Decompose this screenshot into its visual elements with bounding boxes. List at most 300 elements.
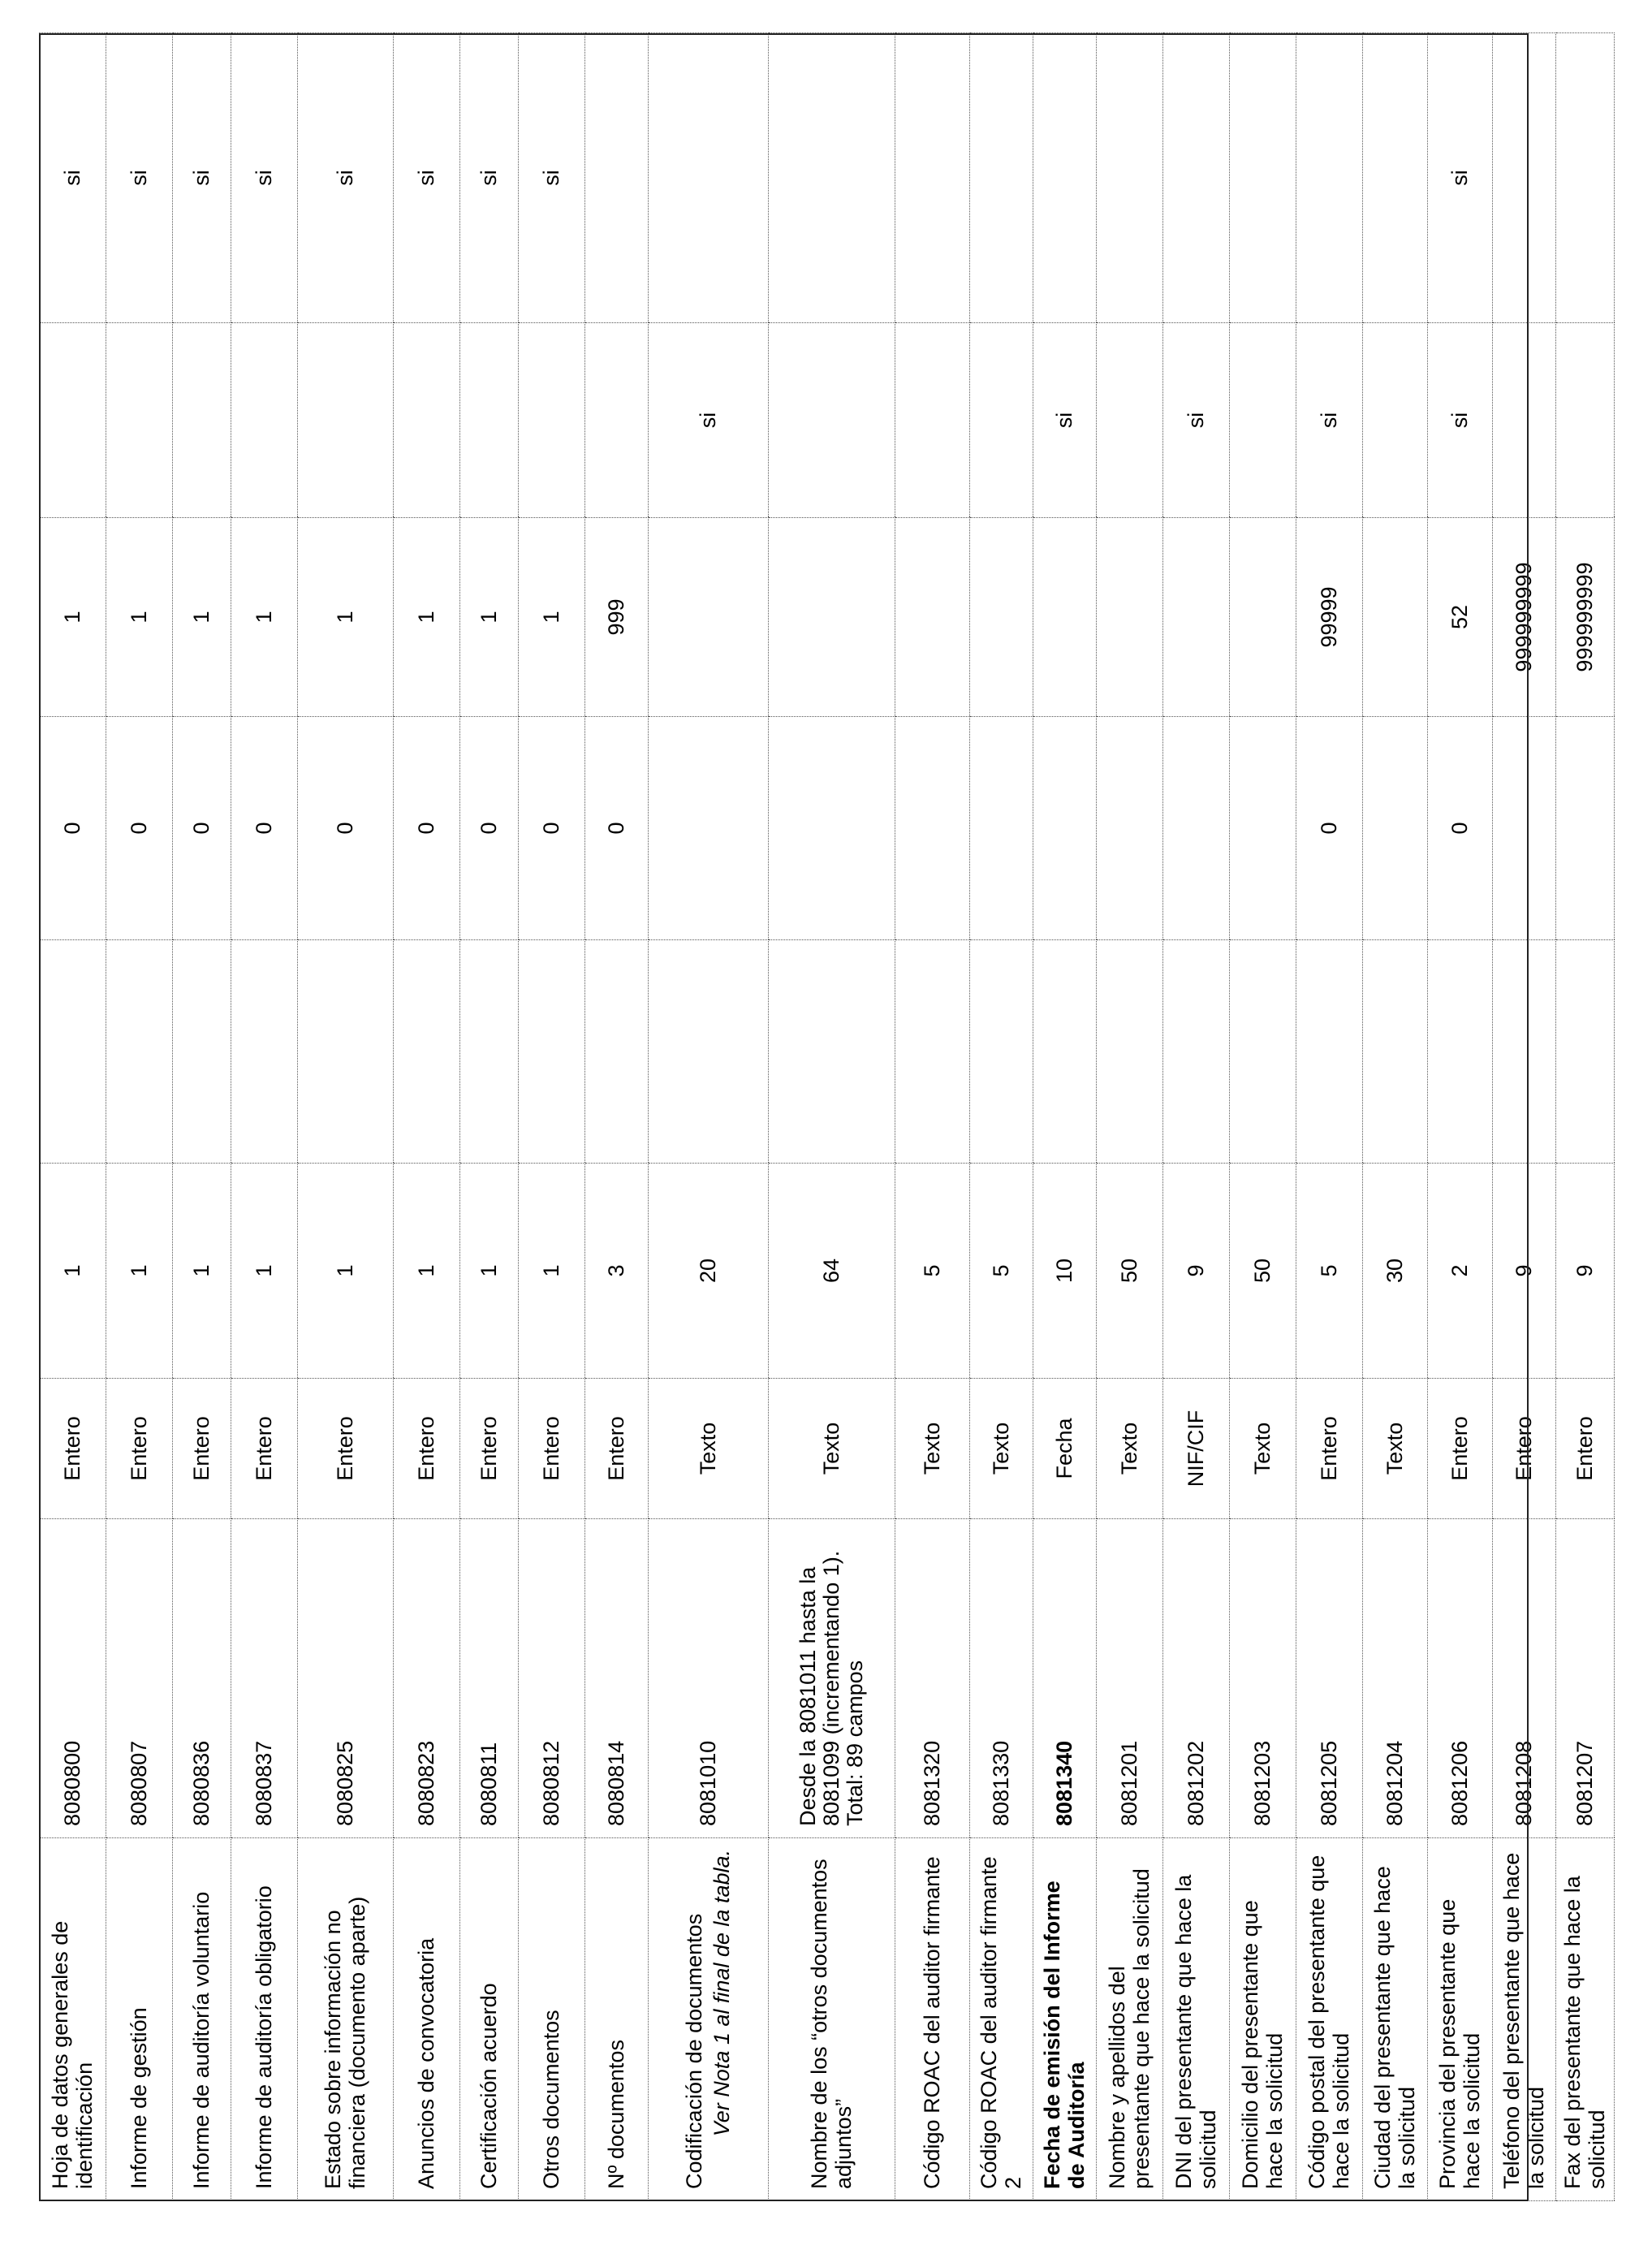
field-max-cell [970, 518, 1033, 717]
field-code-text: 8081010 [695, 1740, 720, 1826]
field-type-text: Texto [1249, 1422, 1275, 1475]
field-name-cell [1230, 1838, 1296, 2201]
empty-cell [460, 940, 519, 1164]
field-required-cell [298, 323, 394, 518]
field-required-cell [895, 323, 970, 518]
field-validated-text: si [332, 170, 357, 186]
table-row [585, 33, 649, 2201]
field-type-cell [769, 1379, 895, 1519]
field-name-text: Código ROAC del auditor firmante 2 [977, 1856, 1025, 2189]
field-type-text: Entero [1572, 1416, 1597, 1481]
field-min-cell [40, 717, 106, 940]
field-required-cell [1363, 323, 1428, 518]
field-length-cell [1493, 1164, 1556, 1379]
field-max-text: 1 [476, 611, 501, 624]
field-type-cell [649, 1379, 769, 1519]
field-max-cell [40, 518, 106, 717]
field-min-cell [173, 717, 231, 940]
field-length-cell [1230, 1164, 1296, 1379]
field-name-cell [1033, 1838, 1097, 2201]
field-name-cell [1296, 1838, 1363, 2201]
field-max-cell [585, 518, 649, 717]
field-code-text: 8080814 [603, 1740, 628, 1826]
field-max-text: 1 [188, 611, 214, 624]
field-min-cell [585, 717, 649, 940]
table-row [1033, 33, 1097, 2201]
field-type-cell [1428, 1379, 1493, 1519]
empty-cell [585, 940, 649, 1164]
field-type-cell [1296, 1379, 1363, 1519]
field-validated-cell [970, 33, 1033, 323]
field-length-cell [769, 1164, 895, 1379]
field-type-text: Texto [919, 1422, 944, 1475]
field-name-cell [1363, 1838, 1428, 2201]
field-name-text: Código postal del presentante que hace la solicitud [1305, 1855, 1353, 2189]
field-name-cell [1097, 1838, 1163, 2201]
field-name-text: Certificación acuerdo [476, 1983, 501, 2189]
field-code-text: 8080811 [476, 1742, 501, 1826]
table-row [519, 33, 585, 2201]
field-name-text: Domicilio del presentante que hace la solicitud [1238, 1900, 1287, 2189]
field-code-text: 8081204 [1382, 1740, 1407, 1826]
empty-cell [298, 940, 394, 1164]
field-required-cell [1493, 323, 1556, 518]
field-length-text: 1 [188, 1264, 214, 1277]
field-min-cell [519, 717, 585, 940]
field-validated-text: si [413, 170, 438, 186]
field-name-cell [40, 1838, 106, 2201]
field-code-text: Desde la 8081011 hasta la 8081099 (incrementando 1). Total: 89 campos [795, 1550, 868, 1826]
field-max-cell [1033, 518, 1097, 717]
field-name-cell [1428, 1838, 1493, 2201]
field-name-cell [298, 1838, 394, 2201]
field-code-text: 8081201 [1116, 1740, 1141, 1826]
field-length-cell [1556, 1164, 1615, 1379]
field-required-cell [1230, 323, 1296, 518]
field-length-text: 1 [251, 1264, 276, 1277]
field-validated-cell [519, 33, 585, 323]
field-validated-cell [1163, 33, 1230, 323]
field-code-cell [1493, 1519, 1556, 1838]
field-length-text: 20 [695, 1258, 720, 1284]
field-type-cell [40, 1379, 106, 1519]
field-min-text: 0 [126, 822, 151, 835]
field-validated-cell [585, 33, 649, 323]
field-length-cell [394, 1164, 460, 1379]
empty-cell [1428, 940, 1493, 1164]
field-validated-cell [1493, 33, 1556, 323]
field-name-cell [769, 1838, 895, 2201]
empty-cell [1033, 940, 1097, 1164]
field-required-cell [1428, 323, 1493, 518]
field-max-cell [298, 518, 394, 717]
field-code-text: 8081205 [1316, 1740, 1341, 1826]
field-type-text: NIF/CIF [1183, 1410, 1208, 1488]
empty-cell [1097, 940, 1163, 1164]
field-required-cell [1556, 323, 1615, 518]
field-type-cell [1097, 1379, 1163, 1519]
field-max-cell [173, 518, 231, 717]
field-code-cell [519, 1519, 585, 1838]
field-name-cell [649, 1838, 769, 2201]
field-length-cell [106, 1164, 173, 1379]
empty-cell [769, 940, 895, 1164]
field-validated-cell [1556, 33, 1615, 323]
field-validated-cell [231, 33, 298, 323]
table-row [1296, 33, 1363, 2201]
field-code-text: 8081206 [1447, 1740, 1472, 1826]
field-max-cell [394, 518, 460, 717]
table-row [173, 33, 231, 2201]
field-required-cell [519, 323, 585, 518]
field-length-cell [649, 1164, 769, 1379]
table-row [40, 33, 106, 2201]
field-max-cell [1493, 518, 1556, 717]
field-type-cell [1163, 1379, 1230, 1519]
field-min-text: 0 [59, 822, 84, 835]
field-length-text: 5 [988, 1264, 1013, 1277]
field-min-cell [394, 717, 460, 940]
field-type-text: Entero [1511, 1416, 1536, 1481]
field-required-cell [40, 323, 106, 518]
field-code-cell [1163, 1519, 1230, 1838]
field-length-text: 3 [603, 1264, 628, 1277]
field-length-text: 1 [59, 1264, 84, 1277]
field-type-text: Fecha [1051, 1418, 1076, 1479]
field-min-cell [970, 717, 1033, 940]
field-required-cell [1296, 323, 1363, 518]
field-min-cell [1556, 717, 1615, 940]
field-type-text: Entero [476, 1416, 501, 1481]
field-code-text: 8080836 [188, 1740, 214, 1826]
field-max-cell [649, 518, 769, 717]
field-required-text: si [1183, 412, 1208, 429]
field-type-text: Entero [59, 1416, 84, 1481]
field-validated-text: si [476, 170, 501, 186]
field-type-text: Entero [413, 1416, 438, 1481]
field-type-text: Texto [988, 1422, 1013, 1475]
table-row [1556, 33, 1615, 2201]
field-length-cell [1033, 1164, 1097, 1379]
field-name-cell [394, 1838, 460, 2201]
field-min-cell [1033, 717, 1097, 940]
field-code-text: 8080837 [251, 1740, 276, 1826]
field-length-text: 1 [538, 1264, 563, 1277]
field-validated-cell [1428, 33, 1493, 323]
field-required-cell [1033, 323, 1097, 518]
field-validated-cell [106, 33, 173, 323]
field-max-cell [1163, 518, 1230, 717]
field-validated-cell [769, 33, 895, 323]
field-length-cell [1296, 1164, 1363, 1379]
field-length-text: 5 [919, 1264, 944, 1277]
field-min-cell [1230, 717, 1296, 940]
empty-cell [1163, 940, 1230, 1164]
table-row [1363, 33, 1428, 2201]
field-length-cell [1363, 1164, 1428, 1379]
field-length-text: 64 [818, 1258, 843, 1284]
field-max-text: 1 [413, 611, 438, 624]
field-min-cell [1163, 717, 1230, 940]
table-row [1493, 33, 1556, 2201]
field-length-cell [231, 1164, 298, 1379]
field-length-text: 2 [1447, 1264, 1472, 1277]
field-required-cell [231, 323, 298, 518]
field-type-cell [1230, 1379, 1296, 1519]
field-name-text: DNI del presentante que hace la solicitud [1171, 1874, 1220, 2189]
field-name-cell [460, 1838, 519, 2201]
field-name-cell [1493, 1838, 1556, 2201]
field-min-cell [1296, 717, 1363, 940]
field-name-text: Informe de auditoría obligatorio [251, 1885, 276, 2189]
field-name-cell [895, 1838, 970, 2201]
field-code-cell [173, 1519, 231, 1838]
field-length-text: 9 [1572, 1264, 1597, 1277]
field-required-cell [394, 323, 460, 518]
field-min-cell [460, 717, 519, 940]
field-code-cell [649, 1519, 769, 1838]
field-validated-cell [1033, 33, 1097, 323]
field-code-text: 8081320 [919, 1740, 944, 1826]
field-required-text: si [1447, 412, 1472, 429]
field-required-cell [1163, 323, 1230, 518]
field-min-text: 0 [413, 822, 438, 835]
field-validated-cell [40, 33, 106, 323]
table-row [460, 33, 519, 2201]
field-min-cell [649, 717, 769, 940]
field-validated-text: si [251, 170, 276, 186]
field-length-cell [1428, 1164, 1493, 1379]
field-code-cell [1363, 1519, 1428, 1838]
field-length-text: 50 [1249, 1258, 1275, 1284]
empty-cell [1363, 940, 1428, 1164]
field-name-cell [1163, 1838, 1230, 2201]
empty-cell [970, 940, 1033, 1164]
field-code-cell [1428, 1519, 1493, 1838]
field-name-text: Fax del presentante que hace la solicitud [1560, 1876, 1609, 2189]
field-max-text: 1 [332, 611, 357, 624]
field-type-cell [106, 1379, 173, 1519]
field-min-cell [895, 717, 970, 940]
field-max-text: 1 [126, 611, 151, 624]
field-length-text: 9 [1183, 1264, 1208, 1277]
empty-cell [1296, 940, 1363, 1164]
field-validated-text: si [59, 170, 84, 186]
field-name-text: Otros documentos [538, 2010, 563, 2189]
field-code-cell [394, 1519, 460, 1838]
field-code-cell [106, 1519, 173, 1838]
field-min-cell [1363, 717, 1428, 940]
field-min-text: 0 [1447, 822, 1472, 835]
field-code-cell [1033, 1519, 1097, 1838]
field-type-cell [460, 1379, 519, 1519]
field-required-text: si [1316, 412, 1341, 429]
field-name-text: Provincia del presentante que hace la solicitud [1435, 1898, 1484, 2189]
field-min-cell [106, 717, 173, 940]
field-max-text: 52 [1447, 604, 1472, 630]
field-length-text: 10 [1051, 1258, 1076, 1284]
field-min-text: 0 [603, 822, 628, 835]
field-length-cell [298, 1164, 394, 1379]
field-max-text: 999999999 [1511, 562, 1536, 672]
field-code-cell [1556, 1519, 1615, 1838]
field-code-text: 8081207 [1572, 1740, 1597, 1826]
field-min-cell [231, 717, 298, 940]
field-code-cell [1230, 1519, 1296, 1838]
field-length-text: 1 [332, 1264, 357, 1277]
field-required-cell [1097, 323, 1163, 518]
empty-cell [519, 940, 585, 1164]
field-length-text: 30 [1382, 1258, 1407, 1284]
field-validated-text: si [1447, 170, 1472, 186]
empty-cell [1493, 940, 1556, 1164]
field-max-cell [1296, 518, 1363, 717]
field-validated-cell [460, 33, 519, 323]
field-name-cell [173, 1838, 231, 2201]
field-name-cell [1556, 1838, 1615, 2201]
field-required-cell [970, 323, 1033, 518]
table-row [1428, 33, 1493, 2201]
field-code-cell [895, 1519, 970, 1838]
field-type-cell [585, 1379, 649, 1519]
table-row [895, 33, 970, 2201]
field-code-text: 8080812 [538, 1740, 563, 1826]
field-max-cell [519, 518, 585, 717]
table-note-text: Ver Nota 1 al final de la tabla. [709, 1850, 734, 2137]
field-required-cell [106, 323, 173, 518]
field-length-text: 50 [1116, 1258, 1141, 1284]
empty-cell [394, 940, 460, 1164]
field-length-cell [895, 1164, 970, 1379]
field-type-cell [298, 1379, 394, 1519]
empty-cell [40, 940, 106, 1164]
field-min-text: 0 [251, 822, 276, 835]
field-code-text: 8081330 [988, 1740, 1013, 1826]
field-name-cell [231, 1838, 298, 2201]
field-max-cell [231, 518, 298, 717]
field-length-cell [40, 1164, 106, 1379]
field-type-cell [519, 1379, 585, 1519]
field-type-text: Entero [1316, 1416, 1341, 1481]
field-name-text: Hoja de datos generales de identificación [48, 1920, 97, 2189]
field-code-text: 8081340 [1051, 1740, 1076, 1826]
field-min-cell [769, 717, 895, 940]
field-type-cell [173, 1379, 231, 1519]
field-length-cell [970, 1164, 1033, 1379]
field-code-cell [1097, 1519, 1163, 1838]
field-min-cell [1493, 717, 1556, 940]
field-code-text: 8081202 [1183, 1740, 1208, 1826]
field-code-cell [460, 1519, 519, 1838]
field-type-text: Entero [332, 1416, 357, 1481]
field-required-text: si [1051, 412, 1076, 429]
field-name-text: Estado sobre información no financiera (documento aparte) [321, 1896, 369, 2189]
empty-cell [649, 940, 769, 1164]
table-row [769, 33, 895, 2201]
field-type-text: Texto [695, 1422, 720, 1475]
empty-cell [231, 940, 298, 1164]
field-max-text: 1 [59, 611, 84, 624]
table-row [231, 33, 298, 2201]
field-max-text: 999999999 [1572, 562, 1597, 672]
table-row [970, 33, 1033, 2201]
field-required-cell [173, 323, 231, 518]
field-type-cell [394, 1379, 460, 1519]
table-row [1097, 33, 1163, 2201]
field-max-cell [1097, 518, 1163, 717]
field-type-text: Entero [188, 1416, 214, 1481]
field-type-cell [895, 1379, 970, 1519]
field-type-cell [1033, 1379, 1097, 1519]
field-type-cell [970, 1379, 1033, 1519]
field-length-cell [519, 1164, 585, 1379]
field-required-cell [585, 323, 649, 518]
field-max-cell [1363, 518, 1428, 717]
field-length-cell [1163, 1164, 1230, 1379]
field-name-text: Anuncios de convocatoria [413, 1937, 438, 2189]
table-row [1230, 33, 1296, 2201]
field-type-text: Entero [538, 1416, 563, 1481]
field-name-text: Informe de auditoría voluntario [188, 1891, 214, 2189]
table-row [298, 33, 394, 2201]
field-max-text: 1 [538, 611, 563, 624]
field-min-cell [1097, 717, 1163, 940]
field-name-text: Código ROAC del auditor firmante [919, 1856, 944, 2189]
field-name-text: Nº documentos [603, 2040, 628, 2189]
field-code-text: 8080800 [59, 1740, 84, 1826]
field-code-text: 8080823 [413, 1740, 438, 1826]
field-min-text: 0 [476, 822, 501, 835]
field-name-cell [106, 1838, 173, 2201]
field-code-cell [40, 1519, 106, 1838]
field-type-cell [1556, 1379, 1615, 1519]
table-row [106, 33, 173, 2201]
field-name-text: Informe de gestión [126, 2007, 151, 2189]
field-min-text: 0 [1316, 822, 1341, 835]
field-type-text: Entero [1447, 1416, 1472, 1481]
table-row [649, 33, 769, 2201]
field-type-text: Entero [126, 1416, 151, 1481]
field-code-cell [298, 1519, 394, 1838]
field-name-text: Nombre y apellidos del presentante que hace la solicitud [1105, 1868, 1154, 2189]
field-length-cell [1097, 1164, 1163, 1379]
field-max-cell [460, 518, 519, 717]
field-validated-cell [173, 33, 231, 323]
field-code-text: 8080807 [126, 1740, 151, 1826]
field-length-text: 1 [126, 1264, 151, 1277]
field-code-cell [585, 1519, 649, 1838]
field-max-text: 99999 [1316, 586, 1341, 648]
field-validated-text: si [188, 170, 214, 186]
field-validated-cell [1296, 33, 1363, 323]
field-max-cell [895, 518, 970, 717]
field-min-text: 0 [538, 822, 563, 835]
field-min-text: 0 [332, 822, 357, 835]
field-validated-cell [298, 33, 394, 323]
field-validated-text: si [126, 170, 151, 186]
empty-cell [106, 940, 173, 1164]
field-type-text: Entero [251, 1416, 276, 1481]
field-max-text: 999 [603, 598, 628, 636]
field-validated-cell [1230, 33, 1296, 323]
field-max-cell [1230, 518, 1296, 717]
field-validated-cell [895, 33, 970, 323]
field-spec-table [39, 32, 1615, 2201]
field-validated-cell [394, 33, 460, 323]
field-min-cell [298, 717, 394, 940]
field-max-cell [769, 518, 895, 717]
field-code-text: 8081203 [1249, 1740, 1275, 1826]
